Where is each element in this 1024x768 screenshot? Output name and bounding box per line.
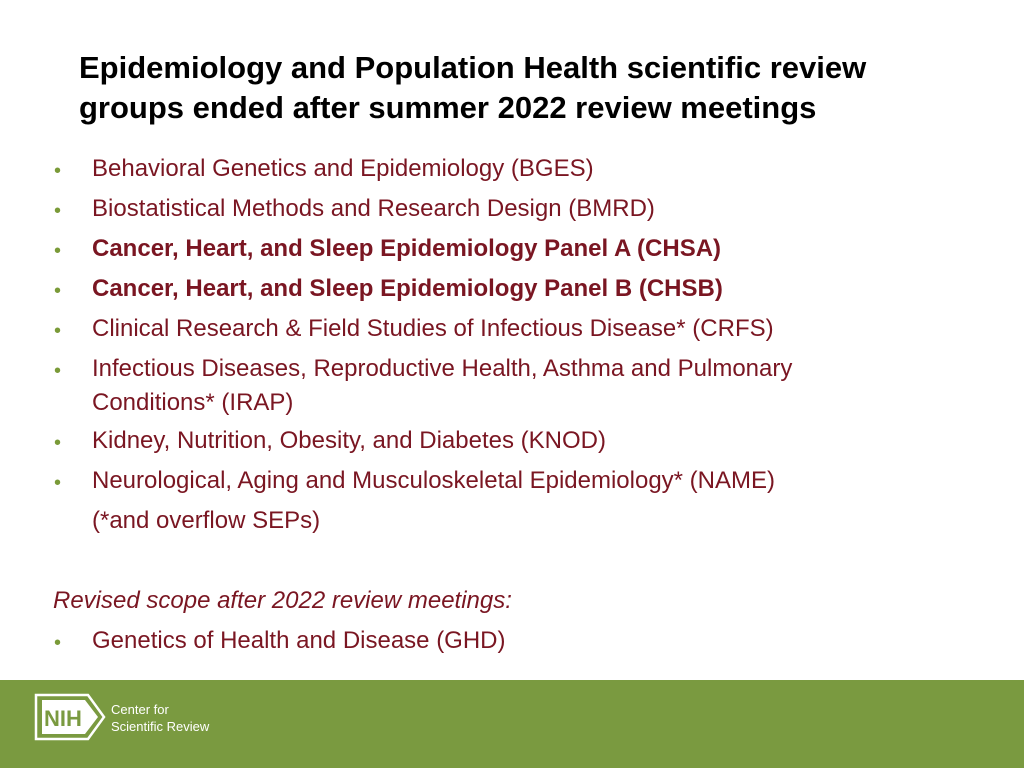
list-item-text: Infectious Diseases, Reproductive Health, Asthma and Pulmonary [92, 355, 793, 382]
list-item-bmrd [92, 192, 972, 226]
list-item-irap [92, 352, 972, 420]
bullet-dot: • [54, 200, 62, 222]
footer-org-line-2: Scientific Review [111, 719, 210, 734]
slide-title-line-2: groups ended after summer 2022 review meetings [79, 90, 817, 125]
list-item-chsb [92, 272, 972, 306]
bullet-dot: • [54, 320, 62, 342]
bullet-dot: • [54, 632, 62, 654]
bullet-dot: • [54, 472, 62, 494]
list-item-name [92, 464, 972, 498]
list-item-text-continued: Conditions* (IRAP) [92, 389, 294, 416]
list-item-text: Clinical Research & Field Studies of Infectious Disease* (CRFS) [92, 315, 774, 342]
footer-org-line-1: Center for [111, 702, 169, 717]
list-item-knod [92, 424, 972, 458]
revised-scope-heading: Revised scope after 2022 review meetings: [53, 587, 512, 614]
nih-logo-text: NIH [44, 706, 82, 731]
bullet-dot: • [54, 432, 62, 454]
nih-logo-icon [34, 693, 106, 741]
list-item-text: Biostatistical Methods and Research Design (BMRD) [92, 195, 655, 222]
list-item-text: Neurological, Aging and Musculoskeletal Epidemiology* (NAME) [92, 467, 776, 494]
list-item-crfs [92, 312, 972, 346]
bullet-dot: • [54, 160, 62, 182]
bullet-dot: • [54, 240, 62, 262]
list-item-ghd [92, 624, 972, 658]
bullet-dot: • [54, 280, 62, 302]
list-item-chsa [92, 232, 972, 266]
slide-title-line-1: Epidemiology and Population Health scientific review [79, 50, 867, 85]
footer-org-name [111, 701, 209, 735]
bullet-dot: • [54, 360, 62, 382]
list-item-text: Cancer, Heart, and Sleep Epidemiology Panel A (CHSA) [92, 235, 722, 262]
list-item-text: Behavioral Genetics and Epidemiology (BGES) [92, 155, 594, 182]
overflow-note: (*and overflow SEPs) [92, 507, 321, 534]
list-item-text: Genetics of Health and Disease (GHD) [92, 627, 506, 654]
list-item-text: Cancer, Heart, and Sleep Epidemiology Panel B (CHSB) [92, 275, 723, 302]
list-item-text: Kidney, Nutrition, Obesity, and Diabetes (KNOD) [92, 427, 606, 454]
list-item-bges [92, 152, 972, 186]
footer-band [0, 680, 1024, 768]
